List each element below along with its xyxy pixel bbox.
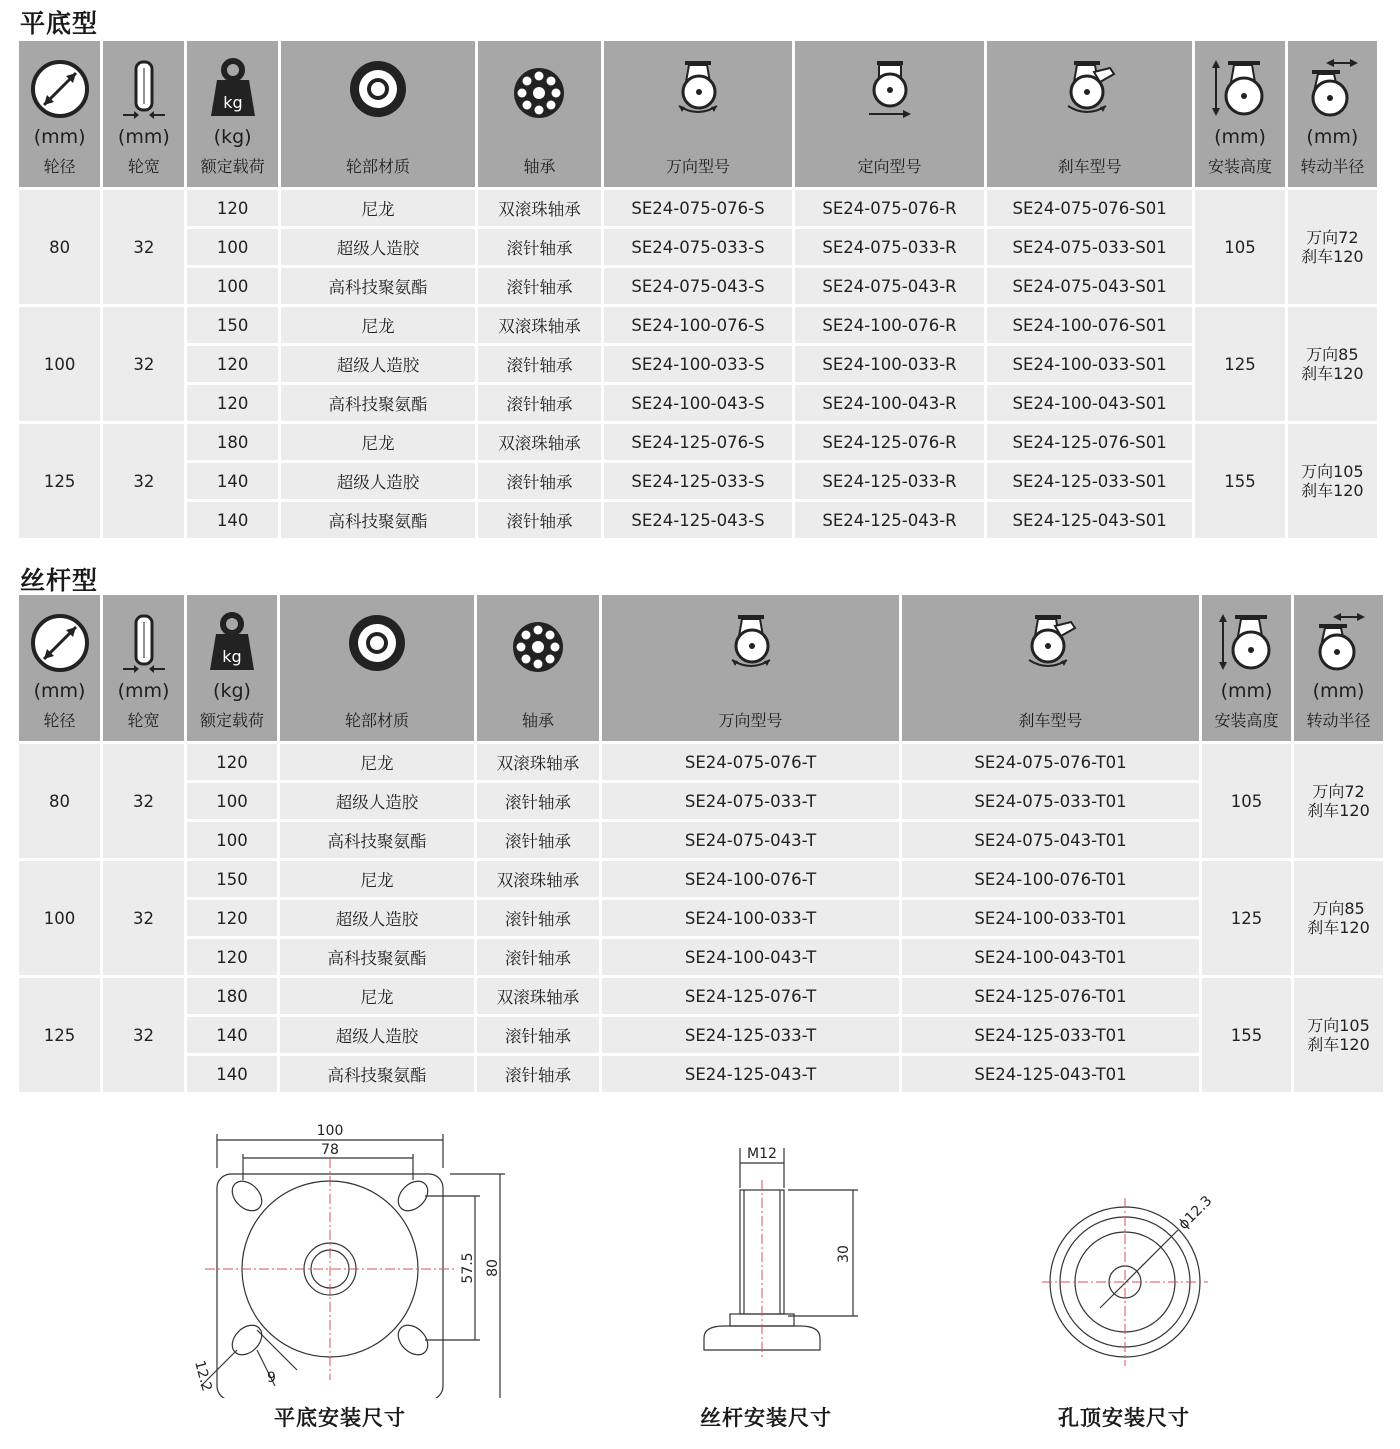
cell-load: 180 (187, 978, 277, 1014)
table-row (19, 744, 1383, 780)
cell-swivel: SE24-075-043-T (602, 822, 899, 858)
cell-swivel: SE24-075-033-T (602, 783, 899, 819)
swivel-caster-icon (726, 612, 776, 674)
cell-load: 120 (187, 385, 277, 421)
cell-bearing: 双滚珠轴承 (478, 307, 600, 343)
cell-material: 高科技聚氨酯 (281, 385, 476, 421)
cell-brake: SE24-125-076-S01 (987, 424, 1193, 460)
cell-swivel: SE24-100-076-T (602, 861, 899, 897)
cell-load: 100 (187, 783, 277, 819)
wheel-material-icon (346, 612, 408, 674)
wheel-material-icon (347, 58, 409, 120)
swivel-radius-icon (1311, 612, 1367, 674)
cell-swivel: SE24-075-076-T (602, 744, 899, 780)
cell-bearing: 滚针轴承 (477, 1056, 599, 1092)
cell-height: 155 (1195, 424, 1284, 538)
table-row (19, 346, 1377, 382)
dim-78: 78 (321, 1142, 339, 1158)
table-row (19, 1056, 1383, 1092)
mount-height-icon (1217, 612, 1277, 674)
cell-load: 150 (187, 861, 277, 897)
cell-swivel: SE24-100-076-S (604, 307, 793, 343)
cell-rigid: SE24-100-033-R (795, 346, 984, 382)
swivel-radius-icon (1304, 58, 1360, 120)
cell-bearing: 滚针轴承 (477, 939, 599, 975)
cell-material: 高科技聚氨酯 (280, 822, 474, 858)
turn-swivel: 万向85 (1306, 345, 1359, 364)
cell-swivel: SE24-125-076-S (604, 424, 793, 460)
cell-height: 105 (1195, 190, 1284, 304)
cell-rigid: SE24-125-076-R (795, 424, 984, 460)
cell-height: 125 (1202, 861, 1291, 975)
cell-load: 120 (187, 939, 277, 975)
caption-screw: 丝杆安装尺寸 (700, 1406, 832, 1430)
table-row (19, 1017, 1383, 1053)
cell-swivel: SE24-125-043-T (602, 1056, 899, 1092)
cell-swivel: SE24-125-033-S (604, 463, 793, 499)
cell-brake: SE24-100-033-S01 (987, 346, 1193, 382)
turn-swivel: 万向72 (1306, 228, 1359, 247)
cell-rigid: SE24-075-033-R (795, 229, 984, 265)
cell-swivel: SE24-075-076-S (604, 190, 793, 226)
cell-brake: SE24-100-076-T01 (902, 861, 1199, 897)
cell-rigid: SE24-100-043-R (795, 385, 984, 421)
turn-swivel: 万向85 (1312, 899, 1365, 918)
cell-bearing: 滚针轴承 (478, 463, 600, 499)
cell-bearing: 滚针轴承 (478, 502, 600, 538)
cell-load: 150 (187, 307, 277, 343)
cell-swivel: SE24-125-033-T (602, 1017, 899, 1053)
cell-bearing: 滚针轴承 (478, 268, 600, 304)
cell-height: 155 (1202, 978, 1291, 1092)
cell-material: 高科技聚氨酯 (280, 939, 474, 975)
table-row (19, 502, 1377, 538)
cell-load: 100 (187, 822, 277, 858)
cell-brake: SE24-075-033-S01 (987, 229, 1193, 265)
header-height: (mm) 安装高度 (1195, 41, 1284, 187)
cell-brake: SE24-075-033-T01 (902, 783, 1199, 819)
turn-swivel: 万向105 (1301, 462, 1364, 481)
table-row (19, 783, 1383, 819)
cell-load: 100 (187, 229, 277, 265)
cell-turn-radius (1294, 744, 1383, 858)
header-material: 轮部材质 (280, 595, 474, 741)
swivel-caster-icon (673, 58, 723, 120)
table-row (19, 900, 1383, 936)
cell-brake: SE24-100-043-T01 (902, 939, 1199, 975)
weight-kg-icon (206, 612, 258, 674)
turn-brake: 刹车120 (1307, 918, 1370, 937)
cell-brake: SE24-125-076-T01 (902, 978, 1199, 1014)
cell-swivel: SE24-125-076-T (602, 978, 899, 1014)
cell-width: 32 (103, 861, 184, 975)
cell-material: 尼龙 (280, 744, 474, 780)
header-diameter: (mm) 轮径 (19, 595, 100, 741)
cell-diameter: 125 (19, 424, 100, 538)
cell-material: 尼龙 (281, 307, 476, 343)
cell-load: 120 (187, 190, 277, 226)
dim-100: 100 (316, 1123, 344, 1139)
cell-load: 140 (187, 463, 277, 499)
header-brake: 刹车型号 (902, 595, 1199, 741)
header-height: (mm) 安装高度 (1202, 595, 1291, 741)
section-title-screw: 丝杆型 (20, 566, 99, 595)
cell-load: 180 (187, 424, 277, 460)
dim-80: 80 (485, 1259, 501, 1277)
turn-brake: 刹车120 (1301, 247, 1364, 266)
dim-12-2: 12.2 (191, 1358, 215, 1394)
cell-rigid: SE24-075-043-R (795, 268, 984, 304)
dim-9: 9 (267, 1370, 276, 1386)
flat-plate-drawing (175, 1118, 525, 1398)
table-row (19, 268, 1377, 304)
cell-material: 超级人造胶 (281, 229, 476, 265)
cell-brake: SE24-075-043-S01 (987, 268, 1193, 304)
caption-flat: 平底安装尺寸 (274, 1406, 406, 1430)
cell-brake: SE24-125-033-T01 (902, 1017, 1199, 1053)
cell-material: 高科技聚氨酯 (281, 268, 476, 304)
cell-material: 超级人造胶 (280, 1017, 474, 1053)
header-rigid: 定向型号 (795, 41, 984, 187)
cell-rigid: SE24-075-076-R (795, 190, 984, 226)
cell-diameter: 80 (19, 744, 100, 858)
section-title-flat: 平底型 (20, 9, 99, 38)
header-radius: (mm) 转动半径 (1294, 595, 1383, 741)
cell-brake: SE24-100-043-S01 (987, 385, 1193, 421)
flat-spec-table (16, 38, 1380, 541)
bearing-icon (512, 66, 566, 120)
cell-height: 105 (1202, 744, 1291, 858)
header-material: 轮部材质 (281, 41, 476, 187)
header-load: kg (kg) 额定载荷 (187, 595, 277, 741)
table-row (19, 463, 1377, 499)
cell-bearing: 双滚珠轴承 (477, 978, 599, 1014)
cell-turn-radius (1294, 978, 1383, 1092)
cell-rigid: SE24-125-033-R (795, 463, 984, 499)
wheel-diameter-icon (29, 612, 91, 674)
cell-swivel: SE24-100-033-T (602, 900, 899, 936)
table-row (19, 229, 1377, 265)
wheel-diameter-icon (29, 58, 91, 120)
header-swivel: 万向型号 (602, 595, 899, 741)
cell-bearing: 滚针轴承 (477, 900, 599, 936)
wheel-width-icon (119, 612, 169, 674)
cell-load: 140 (187, 1017, 277, 1053)
table-row (19, 307, 1377, 343)
dim-hole-dia: ϕ12.3 (1175, 1192, 1216, 1233)
dim-m12: M12 (747, 1146, 777, 1162)
cell-bearing: 滚针轴承 (478, 229, 600, 265)
header-brake: 刹车型号 (987, 41, 1193, 187)
header-radius: (mm) 转动半径 (1288, 41, 1377, 187)
cell-bearing: 滚针轴承 (478, 346, 600, 382)
cell-bearing: 滚针轴承 (477, 1017, 599, 1053)
table-row (19, 385, 1377, 421)
cell-bearing: 滚针轴承 (478, 385, 600, 421)
cell-load: 140 (187, 1056, 277, 1092)
cell-brake: SE24-100-033-T01 (902, 900, 1199, 936)
cell-material: 超级人造胶 (280, 900, 474, 936)
cell-brake: SE24-075-076-S01 (987, 190, 1193, 226)
table-row (19, 861, 1383, 897)
cell-load: 140 (187, 502, 277, 538)
table-row (19, 939, 1383, 975)
cell-load: 100 (187, 268, 277, 304)
cell-brake: SE24-100-076-S01 (987, 307, 1193, 343)
turn-brake: 刹车120 (1301, 481, 1364, 500)
table-row (19, 978, 1383, 1014)
cell-brake: SE24-075-076-T01 (902, 744, 1199, 780)
cell-rigid: SE24-125-043-R (795, 502, 984, 538)
cell-width: 32 (103, 978, 184, 1092)
cell-diameter: 125 (19, 978, 100, 1092)
cell-turn-radius (1288, 424, 1377, 538)
cell-width: 32 (103, 307, 184, 421)
cell-brake: SE24-075-043-T01 (902, 822, 1199, 858)
caption-hole: 孔顶安装尺寸 (1058, 1406, 1190, 1430)
cell-load: 120 (187, 900, 277, 936)
cell-bearing: 双滚珠轴承 (477, 744, 599, 780)
cell-swivel: SE24-100-033-S (604, 346, 793, 382)
cell-load: 120 (187, 744, 277, 780)
cell-swivel: SE24-125-043-S (604, 502, 793, 538)
cell-material: 尼龙 (281, 190, 476, 226)
cell-swivel: SE24-075-033-S (604, 229, 793, 265)
cell-bearing: 双滚珠轴承 (478, 424, 600, 460)
cell-bearing: 双滚珠轴承 (477, 861, 599, 897)
mount-height-icon (1210, 58, 1270, 120)
weight-kg-icon (207, 58, 259, 120)
brake-caster-icon (1023, 612, 1079, 674)
cell-turn-radius (1294, 861, 1383, 975)
table-row (19, 822, 1383, 858)
cell-material: 超级人造胶 (281, 463, 476, 499)
cell-width: 32 (103, 424, 184, 538)
cell-brake: SE24-125-043-S01 (987, 502, 1193, 538)
cell-diameter: 100 (19, 861, 100, 975)
turn-brake: 刹车120 (1301, 364, 1364, 383)
cell-diameter: 80 (19, 190, 100, 304)
cell-material: 尼龙 (280, 978, 474, 1014)
cell-bearing: 滚针轴承 (477, 783, 599, 819)
cell-material: 尼龙 (281, 424, 476, 460)
cell-material: 超级人造胶 (280, 783, 474, 819)
brake-caster-icon (1062, 58, 1118, 120)
cell-bearing: 滚针轴承 (477, 822, 599, 858)
table-row (19, 424, 1377, 460)
bearing-icon (511, 620, 565, 674)
cell-material: 高科技聚氨酯 (281, 502, 476, 538)
cell-bearing: 双滚珠轴承 (478, 190, 600, 226)
cell-turn-radius (1288, 307, 1377, 421)
cell-swivel: SE24-075-043-S (604, 268, 793, 304)
cell-height: 125 (1195, 307, 1284, 421)
cell-material: 超级人造胶 (281, 346, 476, 382)
header-width: (mm) 轮宽 (103, 595, 184, 741)
cell-rigid: SE24-100-076-R (795, 307, 984, 343)
cell-brake: SE24-125-043-T01 (902, 1056, 1199, 1092)
screw-stem-drawing (660, 1140, 880, 1370)
screw-spec-table (16, 592, 1386, 1095)
header-swivel: 万向型号 (604, 41, 793, 187)
header-width: (mm) 轮宽 (103, 41, 184, 187)
header-diameter: (mm) 轮径 (19, 41, 100, 187)
rigid-caster-icon (865, 58, 915, 120)
dim-57-5: 57.5 (460, 1252, 476, 1284)
cell-load: 120 (187, 346, 277, 382)
turn-swivel: 万向72 (1312, 782, 1365, 801)
turn-swivel: 万向105 (1307, 1016, 1370, 1035)
cell-width: 32 (103, 744, 184, 858)
cell-swivel: SE24-100-043-S (604, 385, 793, 421)
cell-brake: SE24-125-033-S01 (987, 463, 1193, 499)
cell-turn-radius (1288, 190, 1377, 304)
header-bearing: 轴承 (477, 595, 599, 741)
wheel-width-icon (119, 58, 169, 120)
cell-width: 32 (103, 190, 184, 304)
dim-30: 30 (836, 1245, 852, 1263)
hole-top-drawing (1040, 1190, 1220, 1370)
cell-diameter: 100 (19, 307, 100, 421)
header-bearing: 轴承 (478, 41, 600, 187)
svg-text:kg: kg (222, 93, 243, 112)
turn-brake: 刹车120 (1307, 1035, 1370, 1054)
cell-swivel: SE24-100-043-T (602, 939, 899, 975)
header-load: kg (kg) 额定载荷 (187, 41, 277, 187)
cell-material: 尼龙 (280, 861, 474, 897)
svg-text:kg: kg (222, 647, 242, 666)
table-row (19, 190, 1377, 226)
turn-brake: 刹车120 (1307, 801, 1370, 820)
cell-material: 高科技聚氨酯 (280, 1056, 474, 1092)
